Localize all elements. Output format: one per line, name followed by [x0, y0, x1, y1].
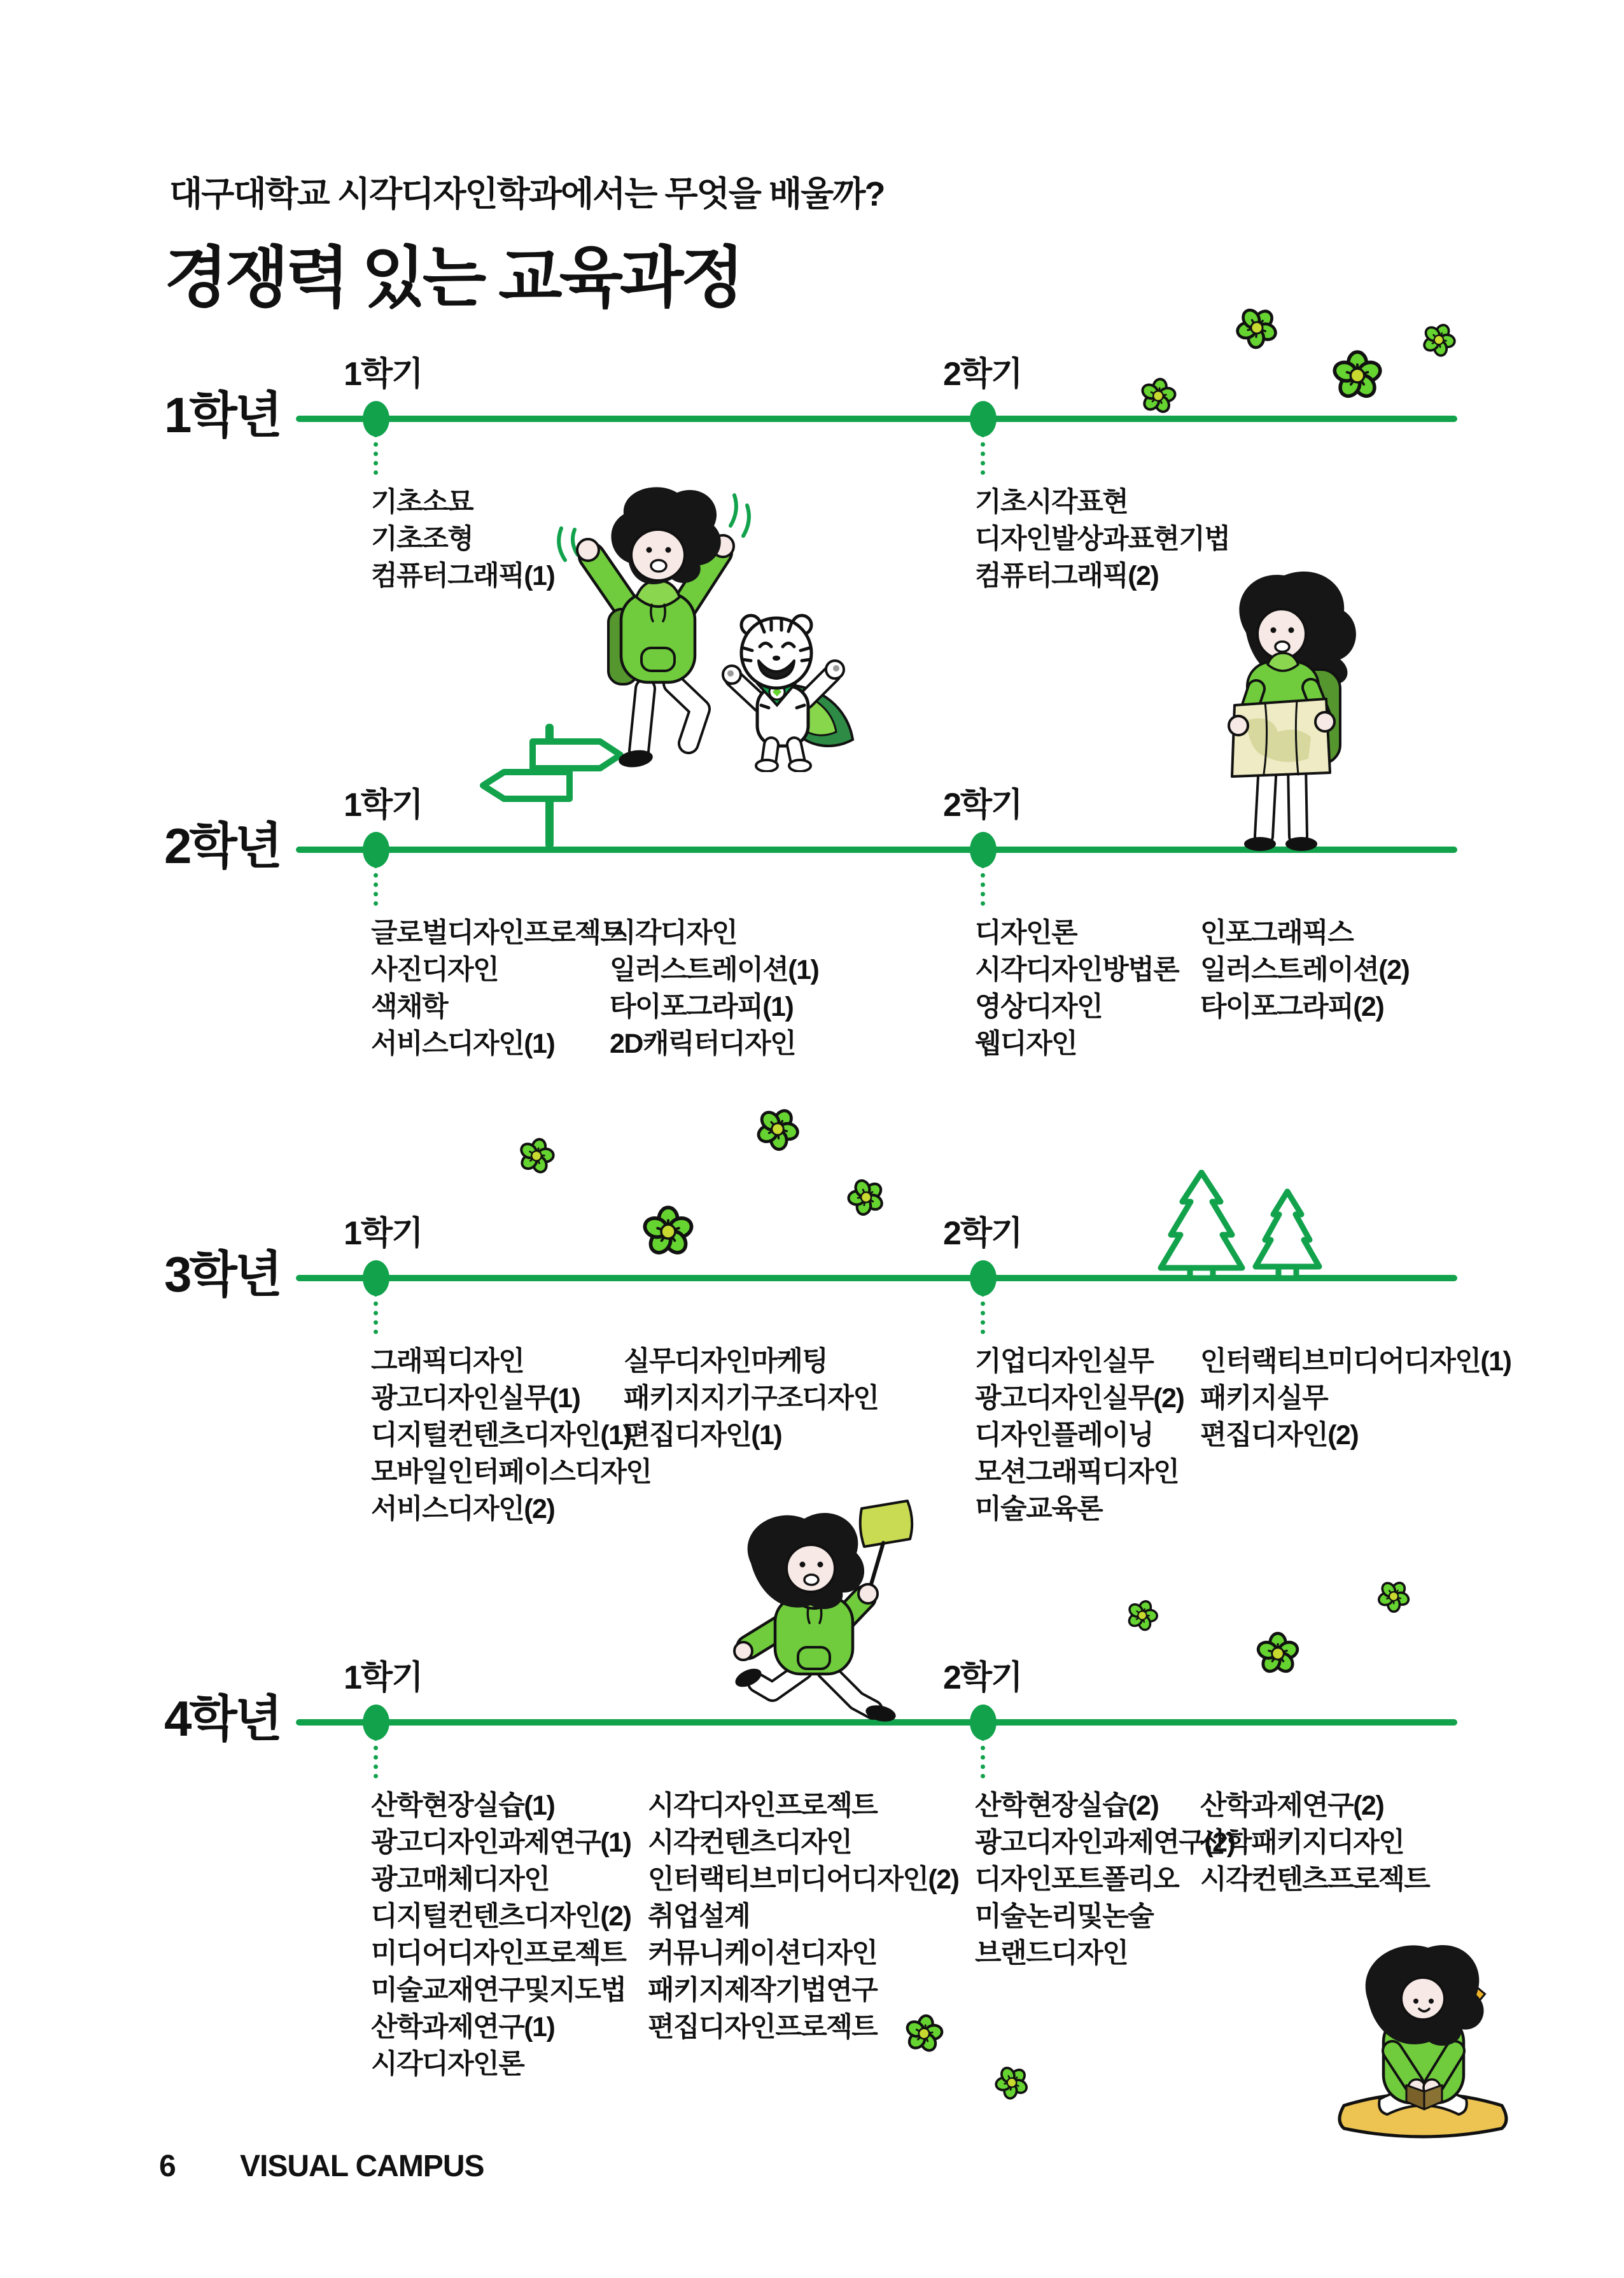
course-item: 그래픽디자인 [371, 1346, 524, 1377]
reading-student-illustration [1321, 1926, 1525, 2142]
course-item: 타이포그라피(1) [610, 992, 794, 1022]
course-item: 커뮤니케이션디자인 [648, 1938, 878, 1969]
course-item: 광고디자인실무(2) [975, 1383, 1184, 1414]
course-list-year4-sem2-col1 [975, 1787, 1235, 1972]
course-item: 시각디자인 [610, 918, 738, 948]
course-item: 산학패키지디자인 [1200, 1827, 1404, 1858]
dotted-connector [981, 433, 985, 475]
tiger-mascot-illustration [705, 603, 861, 772]
page-number: 6 [159, 2149, 176, 2183]
course-item: 패키지지기구조디자인 [624, 1383, 879, 1414]
course-item: 광고디자인실무(1) [371, 1383, 580, 1414]
timeline-dot [363, 1260, 389, 1296]
course-item: 기업디자인실무 [975, 1346, 1154, 1377]
flower-icon [1125, 1598, 1159, 1633]
course-item: 편집디자인프로젝트 [648, 2012, 878, 2042]
course-item: 시각컨텐츠디자인 [648, 1827, 852, 1858]
footer-label: VISUAL CAMPUS [240, 2149, 484, 2183]
flower-icon [1138, 376, 1178, 416]
timeline-dot [363, 832, 389, 868]
course-item: 색채학 [371, 992, 448, 1022]
flower-icon [754, 1106, 801, 1153]
dotted-connector [981, 864, 985, 906]
course-item: 산학과제연구(2) [1200, 1790, 1384, 1821]
pine-trees-icon [1157, 1170, 1329, 1279]
course-item: 웹디자인 [975, 1029, 1077, 1059]
course-item: 서비스디자인(1) [371, 1029, 555, 1059]
course-item: 컴퓨터그래픽(2) [975, 561, 1159, 591]
course-item: 글로벌디자인프로젝트 [371, 918, 626, 948]
course-item: 인터랙티브미디어디자인(2) [648, 1864, 959, 1895]
page-title: 경쟁력 있는 교육과정 [164, 241, 741, 315]
course-item: 디지털컨텐츠디자인(2) [371, 1901, 631, 1932]
course-item: 2D캐릭터디자인 [610, 1029, 796, 1059]
course-item: 미술교재연구및지도법 [371, 1975, 626, 2006]
flower-icon [1420, 321, 1457, 358]
course-item: 미디어디자인프로젝트 [371, 1938, 626, 1969]
flower-icon [1234, 305, 1280, 351]
course-item: 디자인발상과표현기법 [975, 524, 1230, 554]
course-list-year2-sem2-col1 [975, 915, 1179, 1062]
course-list-year4-sem1-col2 [648, 1787, 958, 2046]
year-3-sem-2-label: 2학기 [943, 1215, 1022, 1252]
timeline-dot [363, 401, 389, 437]
flower-icon [640, 1204, 696, 1260]
course-item: 인터랙티브미디어디자인(1) [1200, 1346, 1511, 1377]
timeline-dot [970, 1705, 997, 1740]
course-item: 인포그래픽스 [1200, 918, 1354, 948]
course-list-year4-sem2-col2 [1200, 1787, 1429, 1898]
course-item: 디자인포트폴리오 [975, 1864, 1179, 1895]
year-3-label: 3학년 [164, 1246, 281, 1302]
year-2-label: 2학년 [164, 818, 281, 874]
timeline-dot [970, 401, 997, 437]
course-item: 미술논리및논술 [975, 1901, 1154, 1932]
course-list-year2-sem1-col1 [371, 915, 626, 1062]
dotted-connector [374, 864, 378, 906]
timeline-year-1 [296, 416, 1457, 422]
course-item: 광고디자인과제연구(1) [371, 1827, 631, 1858]
flower-icon [846, 1177, 886, 1218]
year-4-label: 4학년 [164, 1691, 281, 1747]
course-item: 광고디자인과제연구(2) [975, 1827, 1235, 1858]
course-item: 기초조형 [371, 524, 473, 554]
year-2-sem-2-label: 2학기 [943, 787, 1022, 824]
year-2-sem-1-label: 1학기 [344, 787, 423, 824]
course-item: 디자인론 [975, 918, 1077, 948]
course-item: 광고매체디자인 [371, 1864, 550, 1895]
course-item: 일러스트레이션(1) [610, 955, 819, 985]
course-item: 디자인플레이닝 [975, 1420, 1154, 1451]
course-item: 시각디자인방법론 [975, 955, 1179, 985]
course-list-year3-sem2-col2 [1200, 1343, 1511, 1454]
flower-icon [1376, 1578, 1411, 1614]
course-item: 패키지실무 [1200, 1383, 1328, 1414]
map-reading-student-illustration [1201, 561, 1361, 851]
flower-icon [993, 2064, 1030, 2101]
timeline-dot [363, 1705, 389, 1740]
course-item: 기초소묘 [371, 487, 473, 517]
flower-icon [1330, 348, 1385, 403]
flower-icon [903, 2013, 945, 2055]
dotted-connector [374, 1736, 378, 1778]
course-item: 산학현장실습(2) [975, 1790, 1159, 1821]
course-item: 영상디자인 [975, 992, 1103, 1022]
course-list-year3-sem1-col2 [624, 1343, 878, 1454]
timeline-dot [970, 832, 997, 868]
year-3-sem-1-label: 1학기 [344, 1215, 423, 1252]
dotted-connector [981, 1736, 985, 1778]
course-item: 타이포그라피(2) [1200, 992, 1384, 1022]
course-item: 취업설계 [648, 1901, 750, 1932]
course-list-year1-sem1 [371, 484, 554, 594]
course-item: 시각디자인론 [371, 2049, 524, 2079]
course-list-year4-sem1-col1 [371, 1787, 631, 2083]
year-4-sem-2-label: 2학기 [943, 1659, 1022, 1696]
course-item: 패키지제작기법연구 [648, 1975, 878, 2006]
course-list-year1-sem2 [975, 484, 1229, 594]
course-item: 모션그래픽디자인 [975, 1457, 1179, 1487]
flower-icon [1254, 1630, 1301, 1677]
course-item: 디지털컨텐츠디자인(1) [371, 1420, 631, 1451]
flower-icon [517, 1136, 556, 1176]
year-1-sem-1-label: 1학기 [344, 356, 423, 393]
page-subtitle: 대구대학교 시각디자인학과에서는 무엇을 배울까? [169, 175, 885, 213]
dotted-connector [981, 1292, 985, 1334]
course-item: 실무디자인마케팅 [624, 1346, 828, 1377]
course-item: 산학과제연구(1) [371, 2012, 555, 2042]
course-list-year2-sem1-col2 [610, 915, 818, 1062]
course-item: 시각컨텐츠프로젝트 [1200, 1864, 1430, 1895]
course-list-year3-sem1-col1 [371, 1343, 651, 1528]
course-list-year3-sem2-col1 [975, 1343, 1184, 1528]
course-item: 브랜드디자인 [975, 1938, 1128, 1969]
dotted-connector [374, 433, 378, 475]
dotted-connector [374, 1292, 378, 1334]
course-item: 편집디자인(2) [1200, 1420, 1359, 1451]
year-4-sem-1-label: 1학기 [344, 1659, 423, 1696]
flag-running-student-illustration [714, 1500, 924, 1724]
course-item: 사진디자인 [371, 955, 499, 985]
course-item: 산학현장실습(1) [371, 1790, 555, 1821]
course-item: 모바일인터페이스디자인 [371, 1457, 652, 1487]
course-item: 컴퓨터그래픽(1) [371, 561, 555, 591]
course-item: 기초시각표현 [975, 487, 1128, 517]
course-item: 시각디자인프로젝트 [648, 1790, 878, 1821]
timeline-dot [970, 1260, 997, 1296]
year-1-sem-2-label: 2학기 [943, 356, 1022, 393]
course-item: 서비스디자인(2) [371, 1494, 555, 1524]
course-list-year2-sem2-col2 [1200, 915, 1409, 1025]
course-item: 편집디자인(1) [624, 1420, 782, 1451]
year-1-label: 1학년 [164, 387, 281, 443]
course-item: 미술교육론 [975, 1494, 1103, 1524]
course-item: 일러스트레이션(2) [1200, 955, 1410, 985]
